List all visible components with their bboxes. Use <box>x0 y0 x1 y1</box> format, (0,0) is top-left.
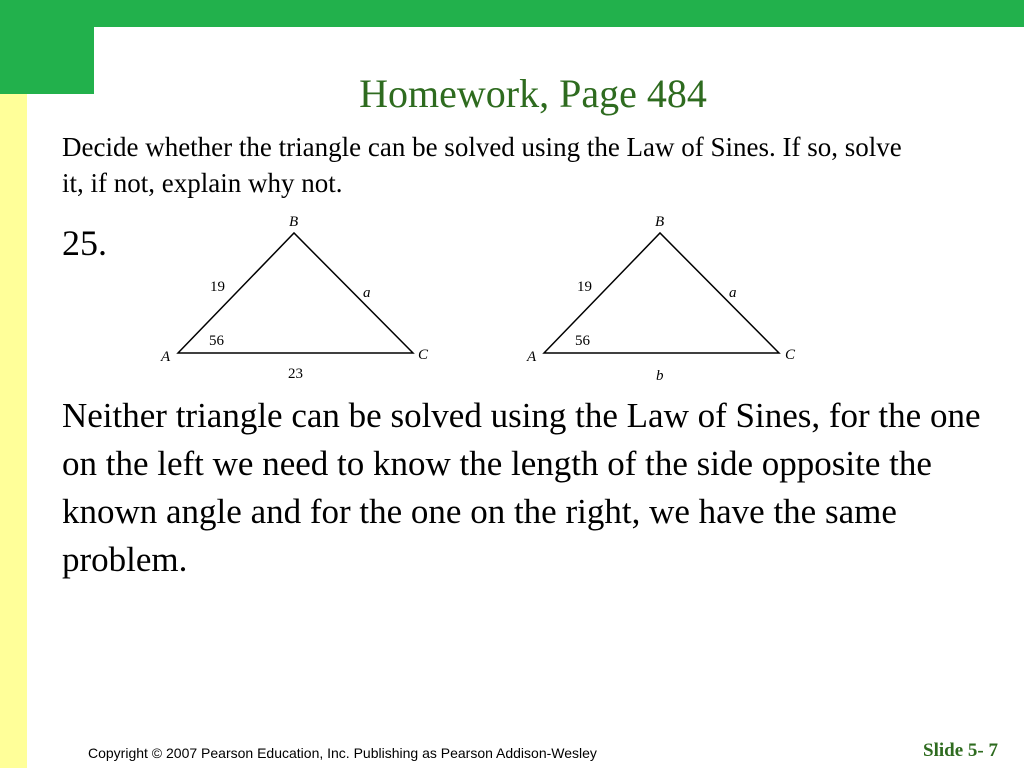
instruction-text: Decide whether the triangle can be solved using the Law of Sines. If so, solve it, if not, explain why not. <box>62 132 902 198</box>
right-vertex-b-label: B <box>655 214 665 230</box>
left-side-ac-label: 23 <box>288 366 303 382</box>
answer-text: Neither triangle can be solved using the Law of Sines, for the one on the left we need to know the length of the side opposite the known angle and for the one on the right, we have the same problem. <box>62 396 981 579</box>
right-side-bc-label: a <box>729 285 737 301</box>
left-angle-a-label: 56 <box>209 333 224 349</box>
problem-number: 25. <box>62 223 107 263</box>
right-side-ab-label: 19 <box>577 279 592 295</box>
left-vertex-a-label: A <box>161 349 171 365</box>
right-vertex-a-label: A <box>527 349 537 365</box>
left-triangle <box>160 214 429 382</box>
left-side-bc-label: a <box>363 285 371 301</box>
right-angle-a-label: 56 <box>575 333 590 349</box>
right-side-ac-label: b <box>656 368 664 384</box>
left-vertex-c-label: C <box>418 347 429 363</box>
right-vertex-c-label: C <box>785 347 796 363</box>
right-triangle <box>526 214 796 384</box>
slide-number: Slide 5- 7 <box>923 740 998 761</box>
left-side-ab-label: 19 <box>210 279 225 295</box>
copyright-footer: Copyright © 2007 Pearson Education, Inc. Publishing as Pearson Addison-Wesley <box>88 745 597 761</box>
left-vertex-b-label: B <box>289 214 299 230</box>
slide-title: Homework, Page 484 <box>359 71 707 116</box>
